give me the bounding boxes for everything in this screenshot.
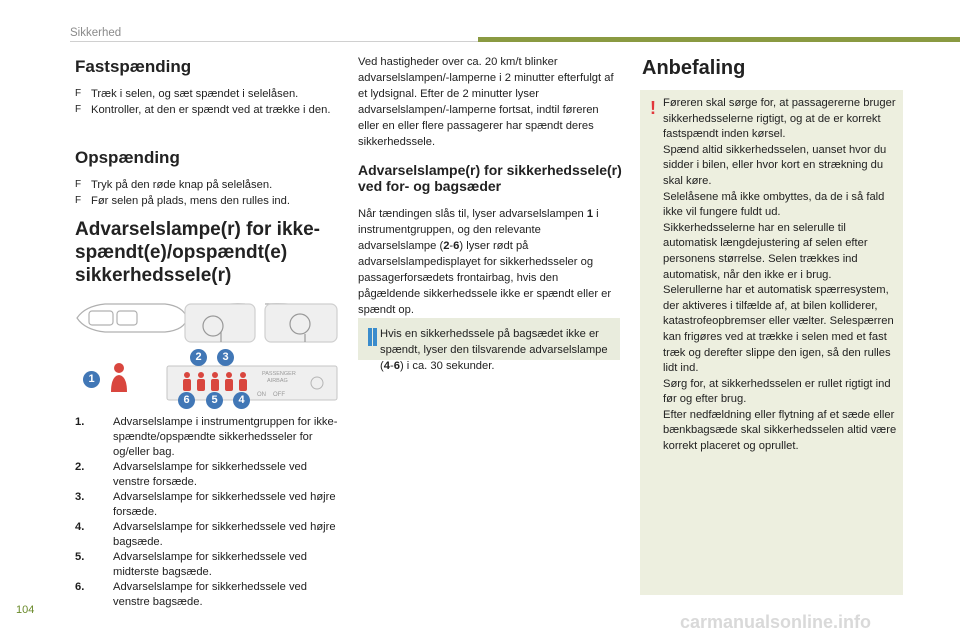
opspending-title: Opspænding xyxy=(75,148,180,167)
header-divider xyxy=(70,41,478,42)
info-note-text: Hvis en sikkerhedssele på bagsædet ikke er spændt, lyser den tilsvarende advarselslampe (4-6) i ca. 30 sekunder. xyxy=(380,328,608,372)
list-item: 3. Advarselslampe for sikkerhedssele ved højre forsæde. xyxy=(75,491,336,518)
callout-2: 2 xyxy=(190,349,207,366)
opspending-list xyxy=(75,177,345,209)
info-icon xyxy=(368,328,372,346)
callout-6: 6 xyxy=(178,392,195,409)
recommendation-box xyxy=(640,90,903,595)
callout-3: 3 xyxy=(217,349,234,366)
watermark: carmanualsonline.info xyxy=(680,612,872,632)
list-item: F Træk i selen, og sæt spændet i selelåsen. xyxy=(75,88,299,100)
instrument-cluster-illustration xyxy=(77,304,337,342)
anbefaling-title: Anbefaling xyxy=(642,57,746,79)
callout-4: 4 xyxy=(233,392,250,409)
list-item: 2. Advarselslampe for sikkerhedssele ved venstre forsæde. xyxy=(75,461,308,488)
page-number: 104 xyxy=(16,604,35,616)
list-item: 1. Advarselslampe i instrumentgruppen for ikke-spændte/opspændte sikkerhedsseler for og/eller bag. xyxy=(75,416,338,458)
header-accent-bar xyxy=(478,37,960,42)
list-item: F Kontroller, at den er spændt ved at trække i den. xyxy=(75,104,331,116)
warning-icon: ! xyxy=(650,98,656,118)
col2-subtitle: Advarselslampe(r) for sikkerhedssele(r) ved for- og bagsæder xyxy=(358,162,622,194)
callout-1: 1 xyxy=(83,371,100,388)
col2-intro: Ved hastigheder over ca. 20 km/t blinker advarselslampen/-lamperne i 2 minutter efterfulgt af et lydsignal. Efter de 2 minutter lyser advarselslampen/-lamperne fortsat, indtil føreren eller en eller flere passagerer har spændt deres sikkerhedssele. xyxy=(358,56,614,148)
fastspending-list xyxy=(75,86,345,118)
warning-section-title: Advarselslampe(r) for ikke- spændt(e)/opspændt(e) sikkerhedssele(r) xyxy=(75,219,320,286)
list-item: F Tryk på den røde knap på selelåsen. xyxy=(75,179,273,191)
seatbelt-warning-icon xyxy=(111,363,127,392)
panel-label-off: OFF xyxy=(273,392,285,398)
section-header: Sikkerhed xyxy=(70,27,122,39)
recommendation-text: Føreren skal sørge for, at passagererne bruger sikkerhedsselerne rigtigt, og at de er korrekt fastspændt inden kørsel. Spænd altid sikkerhedsselen, uanset hvor du sidder i bilen, eller hvor kort en strækning du skal køre. Selelåsene må ikke ombyttes, da de i så fald ikke vil fungere fuldt ud. Sikkerhedsselerne har en selerulle til automatisk længdejustering af selen efter personens størrelse. Selen trækkes ind automatisk, når den ikke er i brug. Selerullerne har et automatisk spærresystem, der aktiveres i tilfælde af, at bilen kolliderer, katastrofeopbremser eller vælter. Selespærren kan frigøres ved at trække i selen med et fast træk og derefter slippe den igen, så den rulles lidt ind. Sørg for, at sikkerhedsselen er rullet rigtigt ind før og efter brug. Efter nedfældning eller flytning af et sæde eller bænkbagsæde skal sikkerhedsselen altid være korrekt placeret og oprullet. xyxy=(663,97,897,453)
list-item: 6. Advarselslampe for sikkerhedssele ved venstre bagsæde. xyxy=(75,581,308,608)
panel-label-on: ON xyxy=(257,392,266,398)
fastspending-title: Fastspænding xyxy=(75,57,192,76)
col2-paragraph: Når tændingen slås til, lyser advarselslampen 1 i instrumentgruppen, og den relevante advarselslampe (2-6) lyser rødt på advarselslampedisplayet for sikkerhedsseler og passagerforsædets frontairbag, hvis den pågældende sikkerhedssele ikke er spændt eller er spændt op. xyxy=(358,208,612,316)
panel-label-airbag: AIRBAG xyxy=(267,378,288,384)
figure-legend xyxy=(75,415,340,610)
panel-label-passenger: PASSENGER xyxy=(262,371,296,377)
callout-5: 5 xyxy=(206,392,223,409)
list-item: F Før selen på plads, mens den rulles ind. xyxy=(75,195,290,207)
list-item: 4. Advarselslampe for sikkerhedssele ved højre bagsæde. xyxy=(75,521,336,548)
list-item: 5. Advarselslampe for sikkerhedssele ved midterste bagsæde. xyxy=(75,551,308,578)
